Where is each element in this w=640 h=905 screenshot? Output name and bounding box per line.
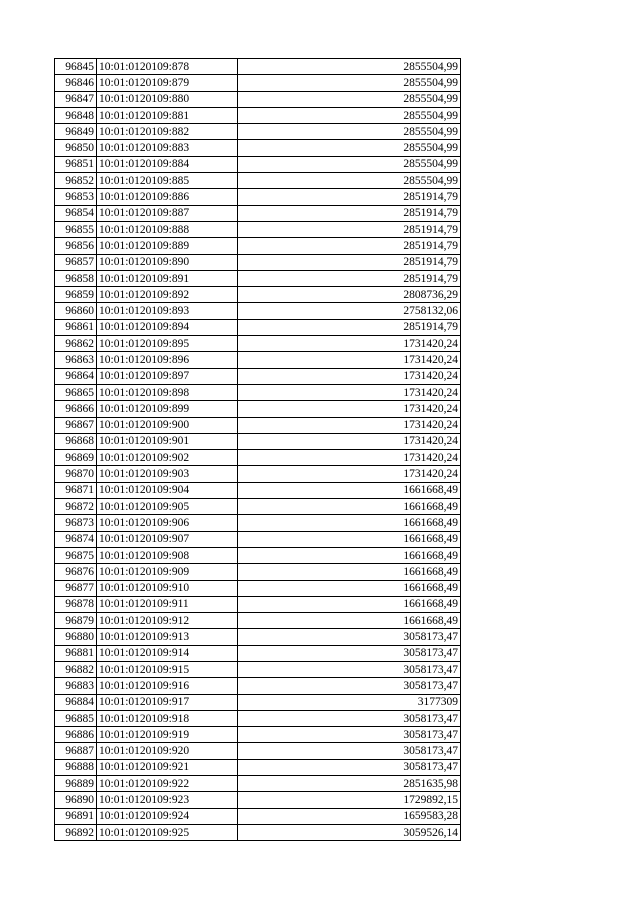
value-cell: 1661668,49 bbox=[238, 515, 461, 531]
value-cell: 1661668,49 bbox=[238, 482, 461, 498]
value-cell: 2855504,99 bbox=[238, 59, 461, 75]
value-cell: 2855504,99 bbox=[238, 124, 461, 140]
table-row bbox=[55, 205, 461, 221]
value-cell: 1659583,28 bbox=[238, 808, 461, 824]
row-number-cell: 96877 bbox=[55, 580, 97, 596]
value-cell: 2855504,99 bbox=[238, 173, 461, 189]
row-number-cell: 96892 bbox=[55, 824, 97, 840]
cadastral-number-cell: 10:01:0120109:905 bbox=[97, 499, 238, 515]
row-number-cell: 96850 bbox=[55, 140, 97, 156]
cadastral-number-cell: 10:01:0120109:898 bbox=[97, 384, 238, 400]
cadastral-number-cell: 10:01:0120109:903 bbox=[97, 466, 238, 482]
value-cell: 3058173,47 bbox=[238, 710, 461, 726]
table-row bbox=[55, 59, 461, 75]
row-number-cell: 96874 bbox=[55, 531, 97, 547]
value-cell: 3177309 bbox=[238, 694, 461, 710]
table-row bbox=[55, 661, 461, 677]
cadastral-number-cell: 10:01:0120109:901 bbox=[97, 433, 238, 449]
table-row bbox=[55, 580, 461, 596]
table-row bbox=[55, 596, 461, 612]
value-cell: 2855504,99 bbox=[238, 140, 461, 156]
table-row bbox=[55, 368, 461, 384]
cadastral-number-cell: 10:01:0120109:891 bbox=[97, 270, 238, 286]
row-number-cell: 96886 bbox=[55, 727, 97, 743]
table-row bbox=[55, 319, 461, 335]
value-cell: 2855504,99 bbox=[238, 91, 461, 107]
table-row bbox=[55, 613, 461, 629]
cadastral-number-cell: 10:01:0120109:882 bbox=[97, 124, 238, 140]
row-number-cell: 96871 bbox=[55, 482, 97, 498]
cadastral-number-cell: 10:01:0120109:907 bbox=[97, 531, 238, 547]
table-row bbox=[55, 629, 461, 645]
cadastral-number-cell: 10:01:0120109:919 bbox=[97, 727, 238, 743]
cadastral-number-cell: 10:01:0120109:917 bbox=[97, 694, 238, 710]
cadastral-number-cell: 10:01:0120109:894 bbox=[97, 319, 238, 335]
value-cell: 3058173,47 bbox=[238, 759, 461, 775]
cadastral-number-cell: 10:01:0120109:888 bbox=[97, 221, 238, 237]
row-number-cell: 96866 bbox=[55, 401, 97, 417]
row-number-cell: 96853 bbox=[55, 189, 97, 205]
cadastral-number-cell: 10:01:0120109:880 bbox=[97, 91, 238, 107]
row-number-cell: 96876 bbox=[55, 564, 97, 580]
value-cell: 1661668,49 bbox=[238, 613, 461, 629]
table-row bbox=[55, 824, 461, 840]
table-row bbox=[55, 808, 461, 824]
table-row bbox=[55, 384, 461, 400]
row-number-cell: 96848 bbox=[55, 107, 97, 123]
cadastral-number-cell: 10:01:0120109:909 bbox=[97, 564, 238, 580]
table-row bbox=[55, 107, 461, 123]
cadastral-number-cell: 10:01:0120109:914 bbox=[97, 645, 238, 661]
value-cell: 1731420,24 bbox=[238, 417, 461, 433]
cadastral-number-cell: 10:01:0120109:913 bbox=[97, 629, 238, 645]
row-number-cell: 96862 bbox=[55, 336, 97, 352]
cadastral-number-cell: 10:01:0120109:895 bbox=[97, 336, 238, 352]
cadastral-number-cell: 10:01:0120109:889 bbox=[97, 238, 238, 254]
value-cell: 1731420,24 bbox=[238, 401, 461, 417]
value-cell: 3059526,14 bbox=[238, 824, 461, 840]
row-number-cell: 96887 bbox=[55, 743, 97, 759]
cadastral-number-cell: 10:01:0120109:923 bbox=[97, 792, 238, 808]
row-number-cell: 96880 bbox=[55, 629, 97, 645]
value-cell: 3058173,47 bbox=[238, 629, 461, 645]
table-row bbox=[55, 287, 461, 303]
table-row bbox=[55, 189, 461, 205]
cadastral-number-cell: 10:01:0120109:900 bbox=[97, 417, 238, 433]
cadastral-number-cell: 10:01:0120109:892 bbox=[97, 287, 238, 303]
cadastral-number-cell: 10:01:0120109:878 bbox=[97, 59, 238, 75]
row-number-cell: 96847 bbox=[55, 91, 97, 107]
row-number-cell: 96888 bbox=[55, 759, 97, 775]
table-row bbox=[55, 124, 461, 140]
table-body bbox=[55, 59, 461, 841]
data-table bbox=[54, 58, 461, 841]
value-cell: 2851914,79 bbox=[238, 205, 461, 221]
value-cell: 2851914,79 bbox=[238, 319, 461, 335]
value-cell: 2855504,99 bbox=[238, 75, 461, 91]
value-cell: 2851914,79 bbox=[238, 238, 461, 254]
value-cell: 1731420,24 bbox=[238, 433, 461, 449]
table-row bbox=[55, 336, 461, 352]
table-row bbox=[55, 156, 461, 172]
cadastral-number-cell: 10:01:0120109:896 bbox=[97, 352, 238, 368]
value-cell: 3058173,47 bbox=[238, 727, 461, 743]
table-row bbox=[55, 433, 461, 449]
row-number-cell: 96856 bbox=[55, 238, 97, 254]
row-number-cell: 96854 bbox=[55, 205, 97, 221]
row-number-cell: 96891 bbox=[55, 808, 97, 824]
table-row bbox=[55, 759, 461, 775]
value-cell: 1731420,24 bbox=[238, 450, 461, 466]
table-row bbox=[55, 792, 461, 808]
cadastral-number-cell: 10:01:0120109:897 bbox=[97, 368, 238, 384]
value-cell: 2851914,79 bbox=[238, 221, 461, 237]
row-number-cell: 96884 bbox=[55, 694, 97, 710]
value-cell: 3058173,47 bbox=[238, 645, 461, 661]
table-row bbox=[55, 352, 461, 368]
table-row bbox=[55, 450, 461, 466]
value-cell: 1661668,49 bbox=[238, 596, 461, 612]
value-cell: 1661668,49 bbox=[238, 499, 461, 515]
table-row bbox=[55, 75, 461, 91]
value-cell: 1731420,24 bbox=[238, 336, 461, 352]
row-number-cell: 96885 bbox=[55, 710, 97, 726]
row-number-cell: 96882 bbox=[55, 661, 97, 677]
table-row bbox=[55, 499, 461, 515]
table-row bbox=[55, 645, 461, 661]
value-cell: 1731420,24 bbox=[238, 368, 461, 384]
cadastral-number-cell: 10:01:0120109:893 bbox=[97, 303, 238, 319]
row-number-cell: 96858 bbox=[55, 270, 97, 286]
value-cell: 1661668,49 bbox=[238, 531, 461, 547]
cadastral-number-cell: 10:01:0120109:920 bbox=[97, 743, 238, 759]
value-cell: 3058173,47 bbox=[238, 743, 461, 759]
row-number-cell: 96867 bbox=[55, 417, 97, 433]
value-cell: 2851635,98 bbox=[238, 776, 461, 792]
row-number-cell: 96883 bbox=[55, 678, 97, 694]
row-number-cell: 96845 bbox=[55, 59, 97, 75]
cadastral-number-cell: 10:01:0120109:925 bbox=[97, 824, 238, 840]
row-number-cell: 96863 bbox=[55, 352, 97, 368]
value-cell: 2851914,79 bbox=[238, 254, 461, 270]
row-number-cell: 96881 bbox=[55, 645, 97, 661]
row-number-cell: 96860 bbox=[55, 303, 97, 319]
table-row bbox=[55, 776, 461, 792]
cadastral-number-cell: 10:01:0120109:887 bbox=[97, 205, 238, 221]
table-row bbox=[55, 221, 461, 237]
table-row bbox=[55, 710, 461, 726]
row-number-cell: 96846 bbox=[55, 75, 97, 91]
row-number-cell: 96849 bbox=[55, 124, 97, 140]
row-number-cell: 96875 bbox=[55, 547, 97, 563]
row-number-cell: 96879 bbox=[55, 613, 97, 629]
cadastral-number-cell: 10:01:0120109:906 bbox=[97, 515, 238, 531]
value-cell: 2758132,06 bbox=[238, 303, 461, 319]
table-row bbox=[55, 401, 461, 417]
value-cell: 1661668,49 bbox=[238, 564, 461, 580]
row-number-cell: 96857 bbox=[55, 254, 97, 270]
cadastral-number-cell: 10:01:0120109:908 bbox=[97, 547, 238, 563]
row-number-cell: 96852 bbox=[55, 173, 97, 189]
cadastral-number-cell: 10:01:0120109:911 bbox=[97, 596, 238, 612]
row-number-cell: 96890 bbox=[55, 792, 97, 808]
row-number-cell: 96865 bbox=[55, 384, 97, 400]
value-cell: 1731420,24 bbox=[238, 466, 461, 482]
cadastral-number-cell: 10:01:0120109:886 bbox=[97, 189, 238, 205]
table-row bbox=[55, 91, 461, 107]
table-row bbox=[55, 303, 461, 319]
cadastral-number-cell: 10:01:0120109:912 bbox=[97, 613, 238, 629]
table-row bbox=[55, 564, 461, 580]
table-row bbox=[55, 743, 461, 759]
row-number-cell: 96873 bbox=[55, 515, 97, 531]
cadastral-number-cell: 10:01:0120109:885 bbox=[97, 173, 238, 189]
value-cell: 1661668,49 bbox=[238, 580, 461, 596]
cadastral-number-cell: 10:01:0120109:924 bbox=[97, 808, 238, 824]
cadastral-number-cell: 10:01:0120109:899 bbox=[97, 401, 238, 417]
cadastral-number-cell: 10:01:0120109:883 bbox=[97, 140, 238, 156]
row-number-cell: 96869 bbox=[55, 450, 97, 466]
table-row bbox=[55, 173, 461, 189]
value-cell: 2851914,79 bbox=[238, 270, 461, 286]
value-cell: 3058173,47 bbox=[238, 678, 461, 694]
table-row bbox=[55, 417, 461, 433]
table-row bbox=[55, 547, 461, 563]
row-number-cell: 96851 bbox=[55, 156, 97, 172]
value-cell: 2855504,99 bbox=[238, 107, 461, 123]
cadastral-number-cell: 10:01:0120109:881 bbox=[97, 107, 238, 123]
cadastral-number-cell: 10:01:0120109:918 bbox=[97, 710, 238, 726]
value-cell: 1729892,15 bbox=[238, 792, 461, 808]
row-number-cell: 96868 bbox=[55, 433, 97, 449]
table-row bbox=[55, 270, 461, 286]
value-cell: 1661668,49 bbox=[238, 547, 461, 563]
cadastral-number-cell: 10:01:0120109:879 bbox=[97, 75, 238, 91]
value-cell: 2851914,79 bbox=[238, 189, 461, 205]
cadastral-number-cell: 10:01:0120109:904 bbox=[97, 482, 238, 498]
cadastral-number-cell: 10:01:0120109:902 bbox=[97, 450, 238, 466]
table-row bbox=[55, 531, 461, 547]
row-number-cell: 96864 bbox=[55, 368, 97, 384]
table-row bbox=[55, 466, 461, 482]
table-row bbox=[55, 694, 461, 710]
cadastral-number-cell: 10:01:0120109:915 bbox=[97, 661, 238, 677]
cadastral-number-cell: 10:01:0120109:884 bbox=[97, 156, 238, 172]
table-row bbox=[55, 140, 461, 156]
row-number-cell: 96861 bbox=[55, 319, 97, 335]
value-cell: 3058173,47 bbox=[238, 661, 461, 677]
table-row bbox=[55, 515, 461, 531]
cadastral-number-cell: 10:01:0120109:922 bbox=[97, 776, 238, 792]
value-cell: 2808736,29 bbox=[238, 287, 461, 303]
row-number-cell: 96889 bbox=[55, 776, 97, 792]
cadastral-number-cell: 10:01:0120109:890 bbox=[97, 254, 238, 270]
row-number-cell: 96855 bbox=[55, 221, 97, 237]
table-row bbox=[55, 678, 461, 694]
row-number-cell: 96870 bbox=[55, 466, 97, 482]
table-row bbox=[55, 727, 461, 743]
cadastral-number-cell: 10:01:0120109:910 bbox=[97, 580, 238, 596]
table-row bbox=[55, 254, 461, 270]
cadastral-number-cell: 10:01:0120109:921 bbox=[97, 759, 238, 775]
value-cell: 2855504,99 bbox=[238, 156, 461, 172]
table-row bbox=[55, 482, 461, 498]
row-number-cell: 96872 bbox=[55, 499, 97, 515]
row-number-cell: 96878 bbox=[55, 596, 97, 612]
cadastral-number-cell: 10:01:0120109:916 bbox=[97, 678, 238, 694]
row-number-cell: 96859 bbox=[55, 287, 97, 303]
value-cell: 1731420,24 bbox=[238, 352, 461, 368]
table-row bbox=[55, 238, 461, 254]
value-cell: 1731420,24 bbox=[238, 384, 461, 400]
